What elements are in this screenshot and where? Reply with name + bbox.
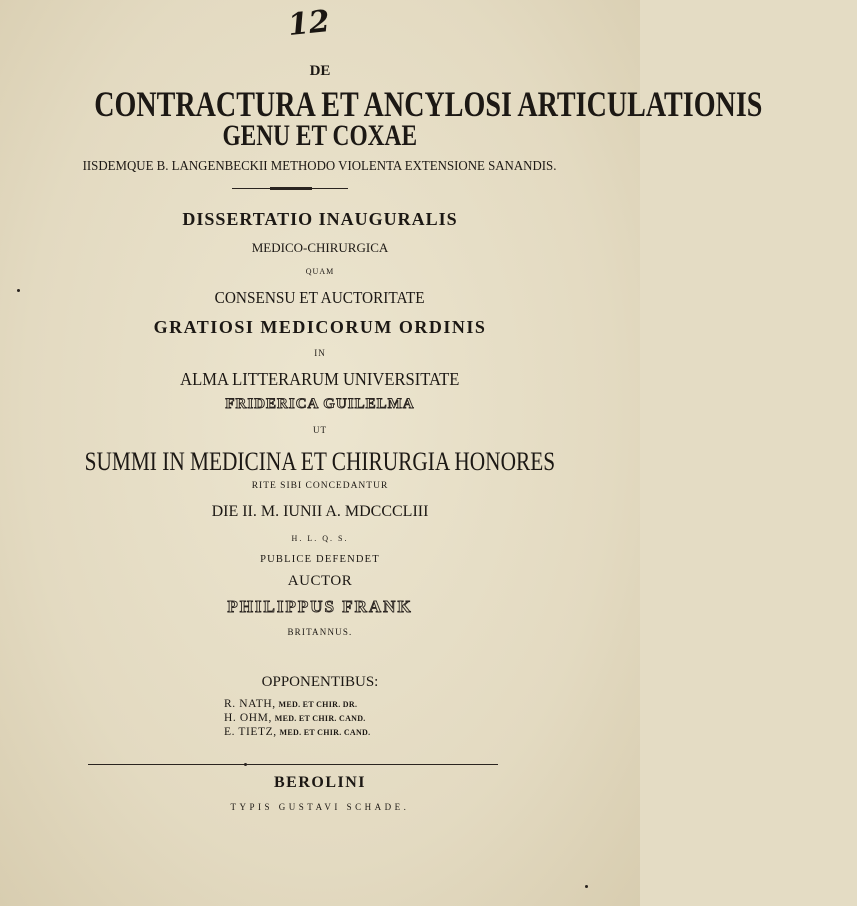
author-name: PHILIPPUS FRANK <box>227 597 413 616</box>
gratiosi-medicorum-ordinis: GRATIOSI MEDICORUM ORDINIS <box>153 317 487 337</box>
opponent-degree: MED. ET CHIR. CAND. <box>274 714 366 723</box>
paper-speck <box>585 885 588 888</box>
quam: QUAM <box>305 267 335 276</box>
alma-litterarum-universitate <box>0 370 640 388</box>
opponent-degree: MED. ET CHIR. DR. <box>278 700 358 709</box>
title-line-3-text: IISDEMQUE B. LANGENBECKII METHODO VIOLENTA EXTENSIONE SANANDIS. <box>83 159 557 174</box>
medico-chirurgica: MEDICO-CHIRURGICA <box>251 240 389 255</box>
opponent-row <box>224 727 370 739</box>
dissertatio-inauguralis: DISSERTATIO INAUGURALIS <box>182 209 458 229</box>
imprint-rule-mark <box>244 763 247 766</box>
opponent-row <box>224 699 357 711</box>
opponent-name: E. TIETZ, <box>224 726 277 738</box>
britannus: BRITANNUS. <box>287 627 353 637</box>
rite-sibi-concedantur: RITE SIBI CONCEDANTUR <box>251 481 389 491</box>
title-line-1-text: CONTRACTURA ET ANCYLOSI ARTICULATIONIS <box>94 84 763 124</box>
publice-defendet: PUBLICE DEFENDET <box>260 554 380 565</box>
imprint-printer: TYPIS GUSTAVI SCHADE. <box>230 802 410 812</box>
summi-text: SUMMI IN MEDICINA ET CHIRURGIA HONORES <box>84 447 556 476</box>
opponentibus-heading: OPPONENTIBUS: <box>261 674 379 690</box>
title-line-2 <box>0 121 640 151</box>
opponent-row <box>224 713 366 725</box>
summi-honores <box>0 449 640 475</box>
consensu-text: CONSENSU ET AUCTORITATE <box>215 288 425 307</box>
imprint-rule <box>88 764 498 765</box>
ut: UT <box>313 425 327 435</box>
handwritten-number: 12 <box>286 3 332 44</box>
title-de: DE <box>309 63 331 79</box>
paper-speck <box>17 289 20 292</box>
die-iunii: DIE II. M. IUNII A. MDCCCLIII <box>211 503 429 520</box>
opponent-degree: MED. ET CHIR. CAND. <box>279 728 371 737</box>
consensu-et-auctoritate <box>0 289 640 306</box>
opponent-name: H. OHM, <box>224 712 272 724</box>
auctor: AUCTOR <box>287 573 353 589</box>
imprint-city: BEROLINI <box>273 774 367 791</box>
hlqs: H. L. Q. S. <box>291 534 349 543</box>
title-line-1 <box>0 84 763 124</box>
friderica-guilelma: FRIDERICA GUILELMA <box>225 396 415 412</box>
title-line-3 <box>0 160 640 174</box>
ornament-rule-center <box>270 187 312 190</box>
in: IN <box>314 348 326 358</box>
alma-text: ALMA LITTERARUM UNIVERSITATE <box>180 369 460 389</box>
title-line-2-text: GENU ET COXAE <box>222 119 418 152</box>
opponent-name: R. NATH, <box>224 698 276 710</box>
